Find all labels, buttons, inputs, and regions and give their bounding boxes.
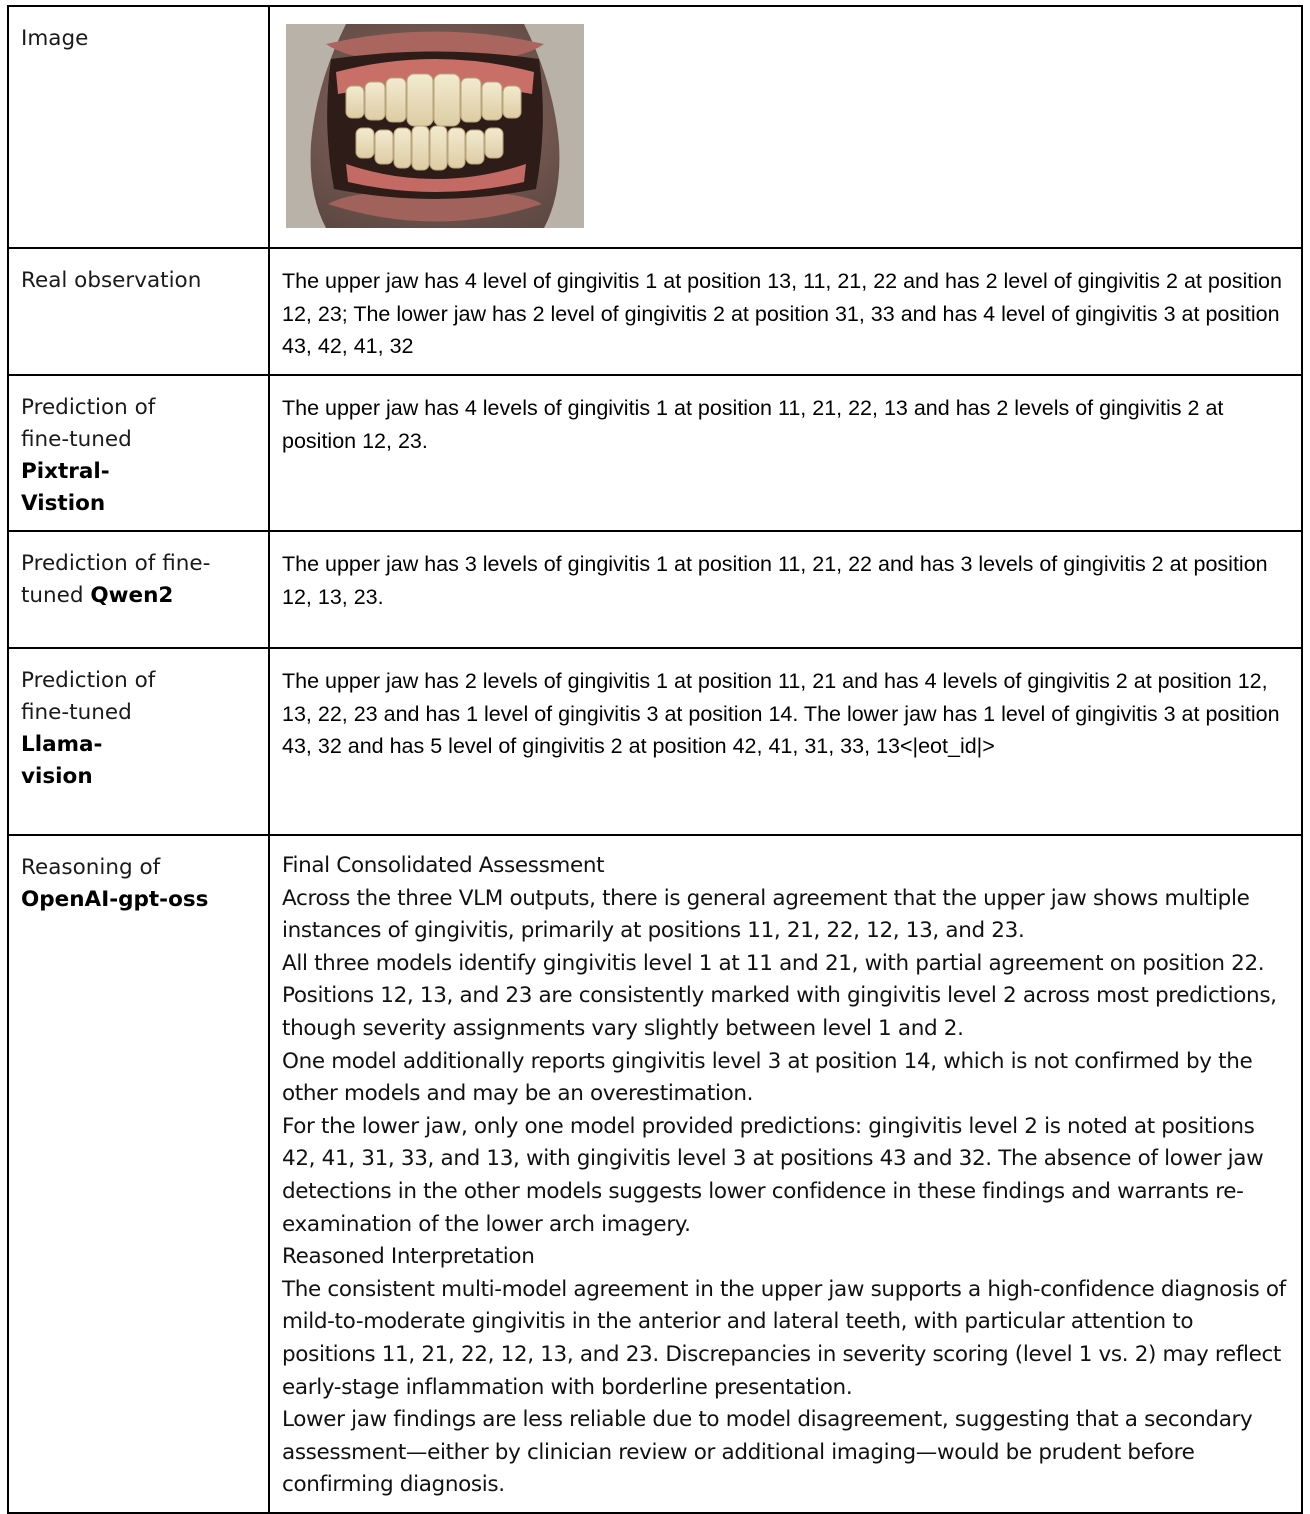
- paragraph: Lower jaw findings are less reliable due to model disagreement, suggesting that a secondary assessment—either by clinician review or additional imaging—would be prudent before confirming diagnosis.: [282, 1407, 1253, 1498]
- paragraph: The consistent multi-model agreement in the upper jaw supports a high-confidence diagnosis of mild-to-moderate gingivitis in the anterior and lateral teeth, with particular attention to positions 11, 21, 22, 12, 13, and 23. Discrepancies in severity scoring (level 1 vs. 2) may reflect early-stage inflammation with borderline presentation.: [282, 1276, 1286, 1400]
- paragraph: All three models identify gingivitis level 1 at 11 and 21, with partial agreement on position 22.: [282, 950, 1265, 976]
- paragraph: One model additionally reports gingivitis level 3 at position 14, which is not confirmed by the other models and may be an overestimation.: [282, 1048, 1253, 1107]
- section-heading: Final Consolidated Assessment: [282, 853, 605, 878]
- label-cell: [8, 835, 269, 1513]
- label-cell: [8, 375, 269, 531]
- image-row: [8, 6, 1302, 248]
- row-label: Prediction of fine-tuned: [21, 395, 156, 452]
- value-cell: [269, 248, 1302, 375]
- row-text: The upper jaw has 4 level of gingivitis 1 at position 13, 11, 21, 22 and has 2 level of gingivitis 2 at position 12, 23; The lower jaw has 2 level of gingivitis 2 at position 31, 33 and has 4 level of gingivitis 3 at position 43, 42, 41, 32: [282, 269, 1282, 358]
- label-cell: [8, 248, 269, 375]
- model-name: Qwen2: [90, 583, 174, 608]
- row-label: Image: [21, 26, 89, 51]
- value-cell: [269, 648, 1302, 835]
- qwen-row: [8, 531, 1302, 648]
- label-cell: [8, 648, 269, 835]
- row-text: The upper jaw has 2 levels of gingivitis 1 at position 11, 21 and has 4 levels of gingivitis 2 at position 12, 13, 22, 23 and has 1 level of gingivitis 3 at position 14. The lower jaw has 1 level of gingivitis 3 at position 43, 32 and has 5 level of gingivitis 2 at position 42, 41, 31, 33, 13<|eot_id|>: [282, 669, 1280, 758]
- comparison-table: [7, 5, 1303, 1514]
- row-label: Prediction of fine-tuned: [21, 551, 211, 608]
- value-cell: [269, 835, 1302, 1513]
- model-name: Llama-vision: [21, 732, 103, 789]
- model-name: Pixtral-Vistion: [21, 459, 110, 516]
- intraoral-photo: [286, 24, 584, 228]
- paragraph: For the lower jaw, only one model provided predictions: gingivitis level 2 is noted at positions 42, 41, 31, 33, and 13, with gingivitis level 3 at positions 43 and 32. The absence of lower jaw detections in the other models suggests lower confidence in these findings and warrants re-examination of the lower arch imagery.: [282, 1113, 1264, 1237]
- row-label: Reasoning of: [21, 855, 161, 880]
- real-observation-row: [8, 248, 1302, 375]
- value-cell: [269, 375, 1302, 531]
- row-text: The upper jaw has 3 levels of gingivitis 1 at position 11, 21, 22 and has 3 levels of gingivitis 2 at position 12, 13, 23.: [282, 552, 1268, 609]
- pixtral-row: [8, 375, 1302, 531]
- reasoning-text: [270, 836, 1301, 1512]
- llama-row: [8, 648, 1302, 835]
- value-cell: [269, 6, 1302, 248]
- label-cell: [8, 531, 269, 648]
- section-heading: Reasoned Interpretation: [282, 1244, 535, 1270]
- model-name: OpenAI-gpt-oss: [21, 887, 209, 912]
- paragraph: Across the three VLM outputs, there is general agreement that the upper jaw shows multiple instances of gingivitis, primarily at positions 11, 21, 22, 12, 13, and 23.: [282, 885, 1250, 944]
- row-label: Prediction of fine-tuned: [21, 668, 156, 725]
- reasoning-row: [8, 835, 1302, 1513]
- row-text: The upper jaw has 4 levels of gingivitis 1 at position 11, 21, 22, 13 and has 2 levels of gingivitis 2 at position 12, 23.: [282, 396, 1224, 453]
- paragraph: Positions 12, 13, and 23 are consistently marked with gingivitis level 2 across most predictions, though severity assignments vary slightly between level 1 and 2.: [282, 983, 1277, 1041]
- value-cell: [269, 531, 1302, 648]
- row-label: Real observation: [21, 268, 202, 293]
- label-cell: [8, 6, 269, 248]
